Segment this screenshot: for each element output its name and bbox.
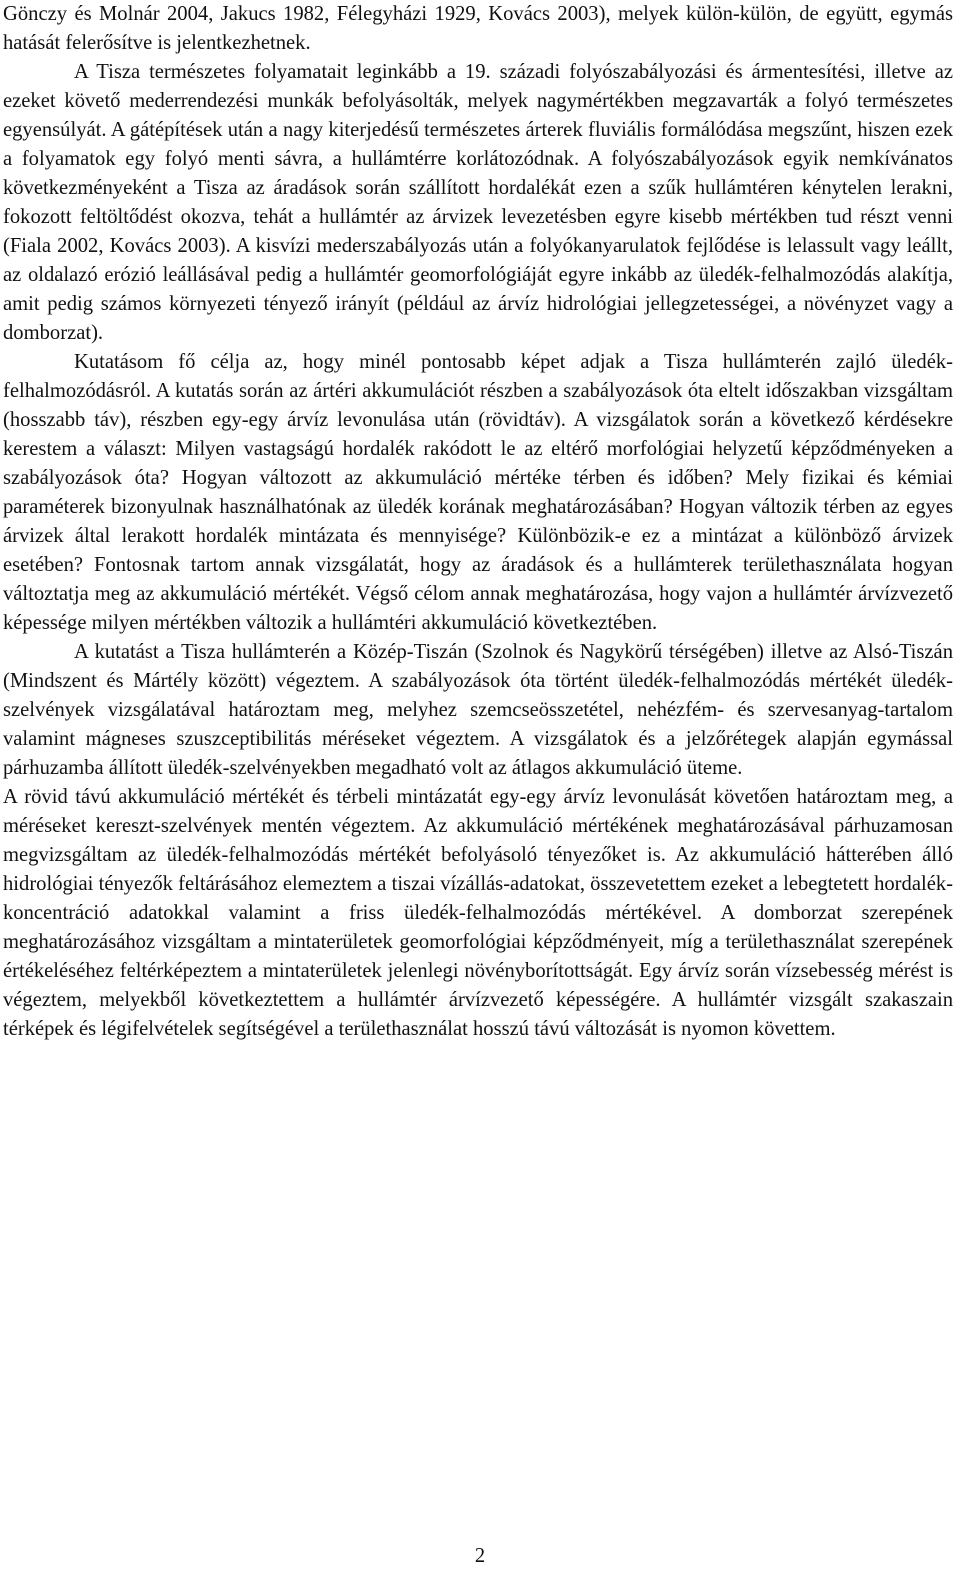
paragraph-1: Gönczy és Molnár 2004, Jakucs 1982, Félegyházi 1929, Kovács 2003), melyek külön-külön, de együtt, egymás hatását felerősítve is jelentkezhetnek. <box>3 3 953 54</box>
paragraph-5: A rövid távú akkumuláció mértékét és térbeli mintázatát egy-egy árvíz levonulását követően határoztam meg, a méréseket kereszt-szelvények mentén végeztem. Az akkumuláció mértékének meghatározásával párhuzamosan megvizsgáltam az üledék-felhalmozódás mértékét befolyásoló tényezőket is. Az akkumuláció hátterében álló hidrológiai tényezők feltárásához elemeztem a tiszai vízállás-adatokat, összevetettem ezeket a lebegtetett hordalék-koncentráció adatokkal valamint a friss üledék-felhalmozódás mértékével. A domborzat szerepének meghatározásához vizsgáltam a mintaterületek geomorfológiai képződményeit, míg a területhasználat szerepének értékeléséhez feltérképeztem a mintaterületek jelenlegi növényborítottságát. Egy árvíz során vízsebesség mérést is végeztem, melyekből következtettem a hullámtér árvízvezető képességére. A hullámtér vizsgált szakaszain térképek és légifelvételek segítségével a területhasználat hosszú távú változását is nyomon követtem. <box>3 786 953 1040</box>
paragraph-4: A kutatást a Tisza hullámterén a Közép-Tiszán (Szolnok és Nagykörű térségében) illetve az Alsó-Tiszán (Mindszent és Mártély között) végeztem. A szabályozások óta történt üledék-felhalmozódás mértékét üledék-szelvények vizsgálatával határoztam meg, melyhez szemcseösszetétel, nehézfém- és szervesanyag-tartalom valamint mágneses szuszceptibilitás méréseket végeztem. A vizsgálatok és a jelzőrétegek alapján egymással párhuzamba állított üledék-szelvényekben megadható volt az átlagos akkumuláció üteme. <box>3 641 953 779</box>
paragraph-2: A Tisza természetes folyamatait leginkább a 19. századi folyószabályozási és ármentesítési, illetve az ezeket követő mederrendezési munkák befolyásolták, melyek nagymértékben megzavarták a folyó természetes egyensúlyát. A gátépítések után a nagy kiterjedésű természetes árterek fluviális formálódása megszűnt, hiszen ezek a folyamatok egy folyó menti sávra, a hullámtérre korlátozódnak. A folyószabályozások egyik nemkívánatos következményeként a Tisza az áradások során szállított hordalékát ezen a szűk hullámtéren kénytelen lerakni, fokozott feltöltődést okozva, tehát a hullámtér az árvizek levezetésben egyre kisebb mértékben tud részt venni (Fiala 2002, Kovács 2003). A kisvízi mederszabályozás után a folyókanyarulatok fejlődése is lelassult vagy leállt, az oldalazó erózió leállásával pedig a hullámtér geomorfológiáját egyre inkább az üledék-felhalmozódás alakítja, amit pedig számos környezeti tényező irányít (például az árvíz hidrológiai jellegzetességei, a növényzet vagy a domborzat). <box>3 61 953 344</box>
paragraph-3: Kutatásom fő célja az, hogy minél pontosabb képet adjak a Tisza hullámterén zajló üledék-felhalmozódásról. A kutatás során az ártéri akkumulációt részben a szabályozások óta eltelt időszakban vizsgáltam (hosszabb táv), részben egy-egy árvíz levonulása után (rövidtáv). A vizsgálatok során a következő kérdésekre kerestem a választ: Milyen vastagságú hordalék rakódott le az eltérő morfológiai helyzetű képződményeken a szabályozások óta? Hogyan változott az akkumuláció mértéke térben és időben? Mely fizikai és kémiai paraméterek bizonyulnak használhatónak az üledék korának meghatározásában? Hogyan változik térben az egyes árvizek által lerakott hordalék mintázata és mennyisége? Különbözik-e ez a mintázat a különböző árvizek esetében? Fontosnak tartom annak vizsgálatát, hogy az áradások és a hullámterek területhasználata hogyan változtatja meg az akkumuláció mértékét. Végső célom annak meghatározása, hogy vajon a hullámtér árvízvezető képessége milyen mértékben változik a hullámtéri akkumuláció következtében. <box>3 351 953 634</box>
page-number: 2 <box>474 1545 486 1567</box>
document-page <box>3 0 953 1044</box>
